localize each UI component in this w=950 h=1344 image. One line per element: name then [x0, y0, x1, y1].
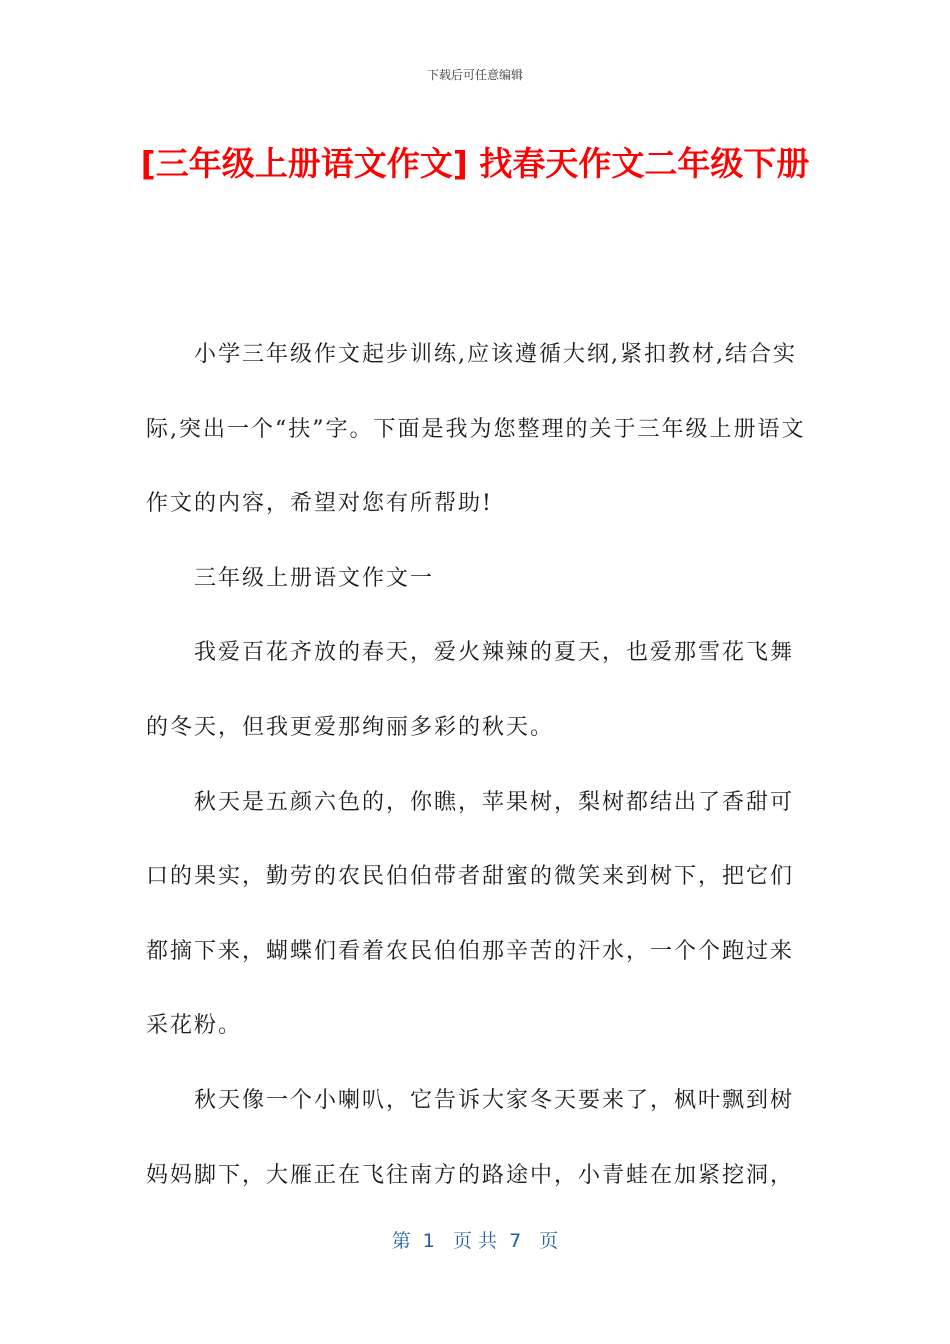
paragraph: 秋天像一个小喇叭，它告诉大家冬天要来了，枫叶飘到树妈妈脚下，大雁正在飞往南方的路途中，小青蛙在加紧挖洞，	[146, 1087, 795, 1188]
header-note: 下载后可任意编辑	[426, 68, 523, 82]
document-body	[146, 318, 806, 1213]
document-title: [三年级上册语文作文] 找春天作文二年级下册	[140, 144, 810, 183]
paragraph: 我爱百花齐放的春天，爱火辣辣的夏天，也爱那雪花飞舞的冬天，但我更爱那绚丽多彩的秋天。	[146, 640, 795, 740]
paragraph: 小学三年级作文起步训练,应该遵循大纲,紧扣教材,结合实际,突出一个“扶”字。下面是我为您整理的关于三年级上册语文作文的内容，希望对您有所帮助!	[146, 342, 806, 517]
paragraph: 秋天是五颜六色的，你瞧，苹果树，梨树都结出了香甜可口的果实，勤劳的农民伯伯带者甜蜜的微笑来到树下，把它们都摘下来，蝴蝶们看着农民伯伯那辛苦的汗水，一个个跑过来采花粉。	[146, 789, 795, 1039]
page-number-footer: 第 1 页 共 7 页	[391, 1230, 559, 1252]
paragraph: 三年级上册语文作文一	[194, 565, 435, 591]
